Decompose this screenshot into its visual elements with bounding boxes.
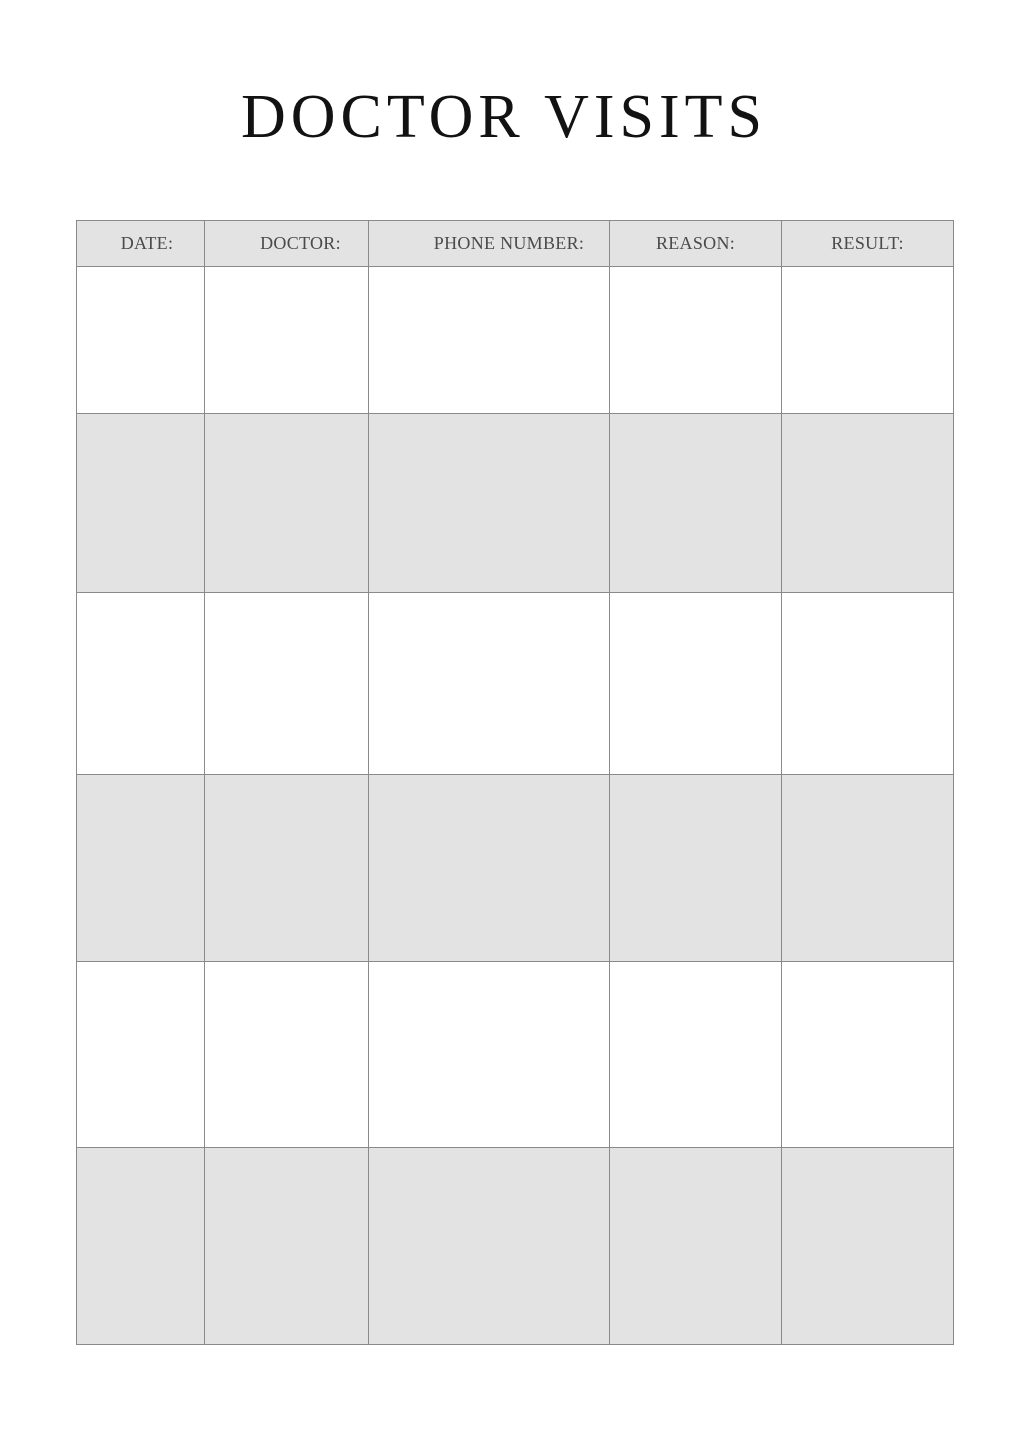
column-header-label: PHONE NUMBER: (433, 233, 585, 253)
page-title: DOCTOR VISITS (240, 83, 768, 151)
date-cell[interactable] (77, 414, 205, 593)
column-header-phone-number (369, 221, 610, 267)
column-header-label: REASON: (655, 233, 736, 253)
phone-number-cell[interactable] (369, 267, 610, 414)
date-cell[interactable] (77, 962, 205, 1148)
phone-number-cell[interactable] (369, 414, 610, 593)
reason-cell[interactable] (610, 267, 782, 414)
date-cell[interactable] (77, 267, 205, 414)
phone-number-cell[interactable] (369, 593, 610, 775)
result-cell[interactable] (782, 414, 954, 593)
date-cell[interactable] (77, 775, 205, 962)
phone-number-cell[interactable] (369, 775, 610, 962)
result-cell[interactable] (782, 267, 954, 414)
column-header-result (782, 221, 954, 267)
column-header-label: DATE: (120, 233, 174, 253)
doctor-cell[interactable] (205, 267, 369, 414)
result-cell[interactable] (782, 962, 954, 1148)
result-cell[interactable] (782, 1148, 954, 1345)
doctor-cell[interactable] (205, 775, 369, 962)
column-header-label: DOCTOR: (260, 233, 341, 253)
table-row (77, 1148, 954, 1345)
table-body (77, 267, 954, 1345)
table-row (77, 593, 954, 775)
doctor-cell[interactable] (205, 414, 369, 593)
table-row (77, 962, 954, 1148)
column-header-doctor (205, 221, 369, 267)
column-header-date (77, 221, 205, 267)
phone-number-cell[interactable] (369, 1148, 610, 1345)
header-row (77, 221, 954, 267)
table-header (77, 221, 954, 267)
reason-cell[interactable] (610, 962, 782, 1148)
result-cell[interactable] (782, 775, 954, 962)
phone-number-cell[interactable] (369, 962, 610, 1148)
table-row (77, 267, 954, 414)
doctor-cell[interactable] (205, 593, 369, 775)
table-row (77, 775, 954, 962)
doctor-cell[interactable] (205, 962, 369, 1148)
date-cell[interactable] (77, 1148, 205, 1345)
reason-cell[interactable] (610, 593, 782, 775)
table-row (77, 414, 954, 593)
column-header-label: RESULT: (831, 233, 904, 253)
reason-cell[interactable] (610, 1148, 782, 1345)
doctor-visits-table (76, 220, 954, 1345)
reason-cell[interactable] (610, 414, 782, 593)
result-cell[interactable] (782, 593, 954, 775)
reason-cell[interactable] (610, 775, 782, 962)
doctor-cell[interactable] (205, 1148, 369, 1345)
column-header-reason (610, 221, 782, 267)
date-cell[interactable] (77, 593, 205, 775)
